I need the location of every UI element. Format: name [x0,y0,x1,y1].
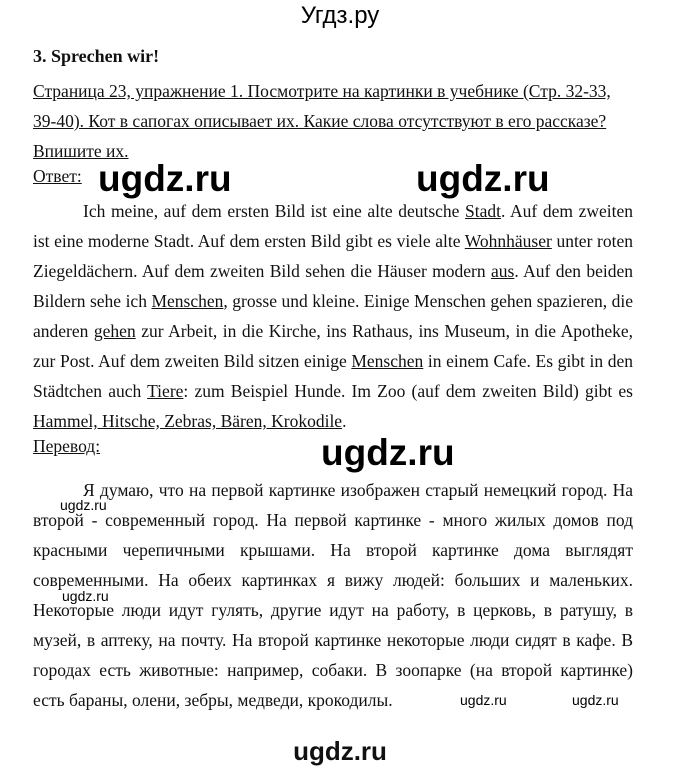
translation-label: Перевод: [33,436,101,456]
footer-watermark: ugdz.ru [293,736,387,766]
watermark-small: ugdz.ru [572,692,619,708]
answer-text: in einem Cafe. Es gibt in den Städtchen auch [33,351,633,401]
answer-missing-word: Tiere [147,381,184,401]
answer-text: zur Arbeit, in die Kirche, ins Rathaus, ins Museum, in die Apotheke, zur Post. Auf dem zweiten Bild sitzen einige [33,321,633,371]
answer-missing-word: gehen [93,321,136,341]
answer-text: . Auf den beiden Bildern sehe ich [33,261,633,311]
answer-missing-word: Menschen [151,291,224,311]
answer-missing-word: Hammel, Hitsche, Zebras, Bären, Krokodile [33,411,343,431]
answer-label: Ответ: [33,166,82,186]
answer-missing-word: Menschen [351,351,424,371]
answer-missing-word: Wohnhäuser [464,231,552,251]
watermark: ugdz.ru [416,158,550,199]
answer-text: : zum Beispiel Hunde. Im Zoo (auf dem zweiten Bild) gibt es [183,381,633,401]
watermark-small: ugdz.ru [60,497,107,513]
watermark: ugdz.ru [98,158,232,199]
answer-missing-word: Stadt [465,201,502,221]
answer-text: . Auf dem zweiten ist eine moderne Stadt. Auf dem ersten Bild gibt es viele alte [33,201,633,251]
watermark-small: ugdz.ru [460,692,507,708]
watermark: ugdz.ru [321,432,455,473]
task-text: Страница 23, упражнение 1. Посмотрите на картинки в учебнике (Стр. 32-33, 39-40). Кот в сапогах описывает их. Какие слова отсутствуют в его рассказе? Впишите их. [33,81,611,161]
answer-text: Ich meine, auf dem ersten Bild ist eine alte deutsche [83,201,466,221]
watermark-small: ugdz.ru [62,588,109,604]
answer-text: unter roten Ziegeldächern. Auf dem zweiten Bild sehen die Häuser modern [33,231,633,281]
answer-text: , grosse und kleine. Einige Menschen gehen spazieren, die anderen [33,291,634,341]
answer-paragraph [33,196,633,436]
answer-text: . [342,411,347,431]
translation-paragraph: Я думаю, что на первой картинке изображен старый немецкий город. На второй - современный город. На первой картинке - много жилых домов под красными черепичными крышами. На второй картинке дома выглядят современными. На обеих картинках я вижу людей: больших и маленьких. Некоторые люди идут гулять, другие идут на работу, в церковь, в ратушу, в музей, в аптеку, на почту. На второй картинке некоторые люди сидят в кафе. В городах есть животные: например, собаки. В зоопарке (на второй картинке) есть бараны, олени, зебры, медведи, крокодилы. [33,480,633,710]
site-title: Угдз.ру [300,2,380,29]
answer-missing-word: aus [491,261,515,281]
section-heading: 3. Sprechen wir! [33,46,160,66]
